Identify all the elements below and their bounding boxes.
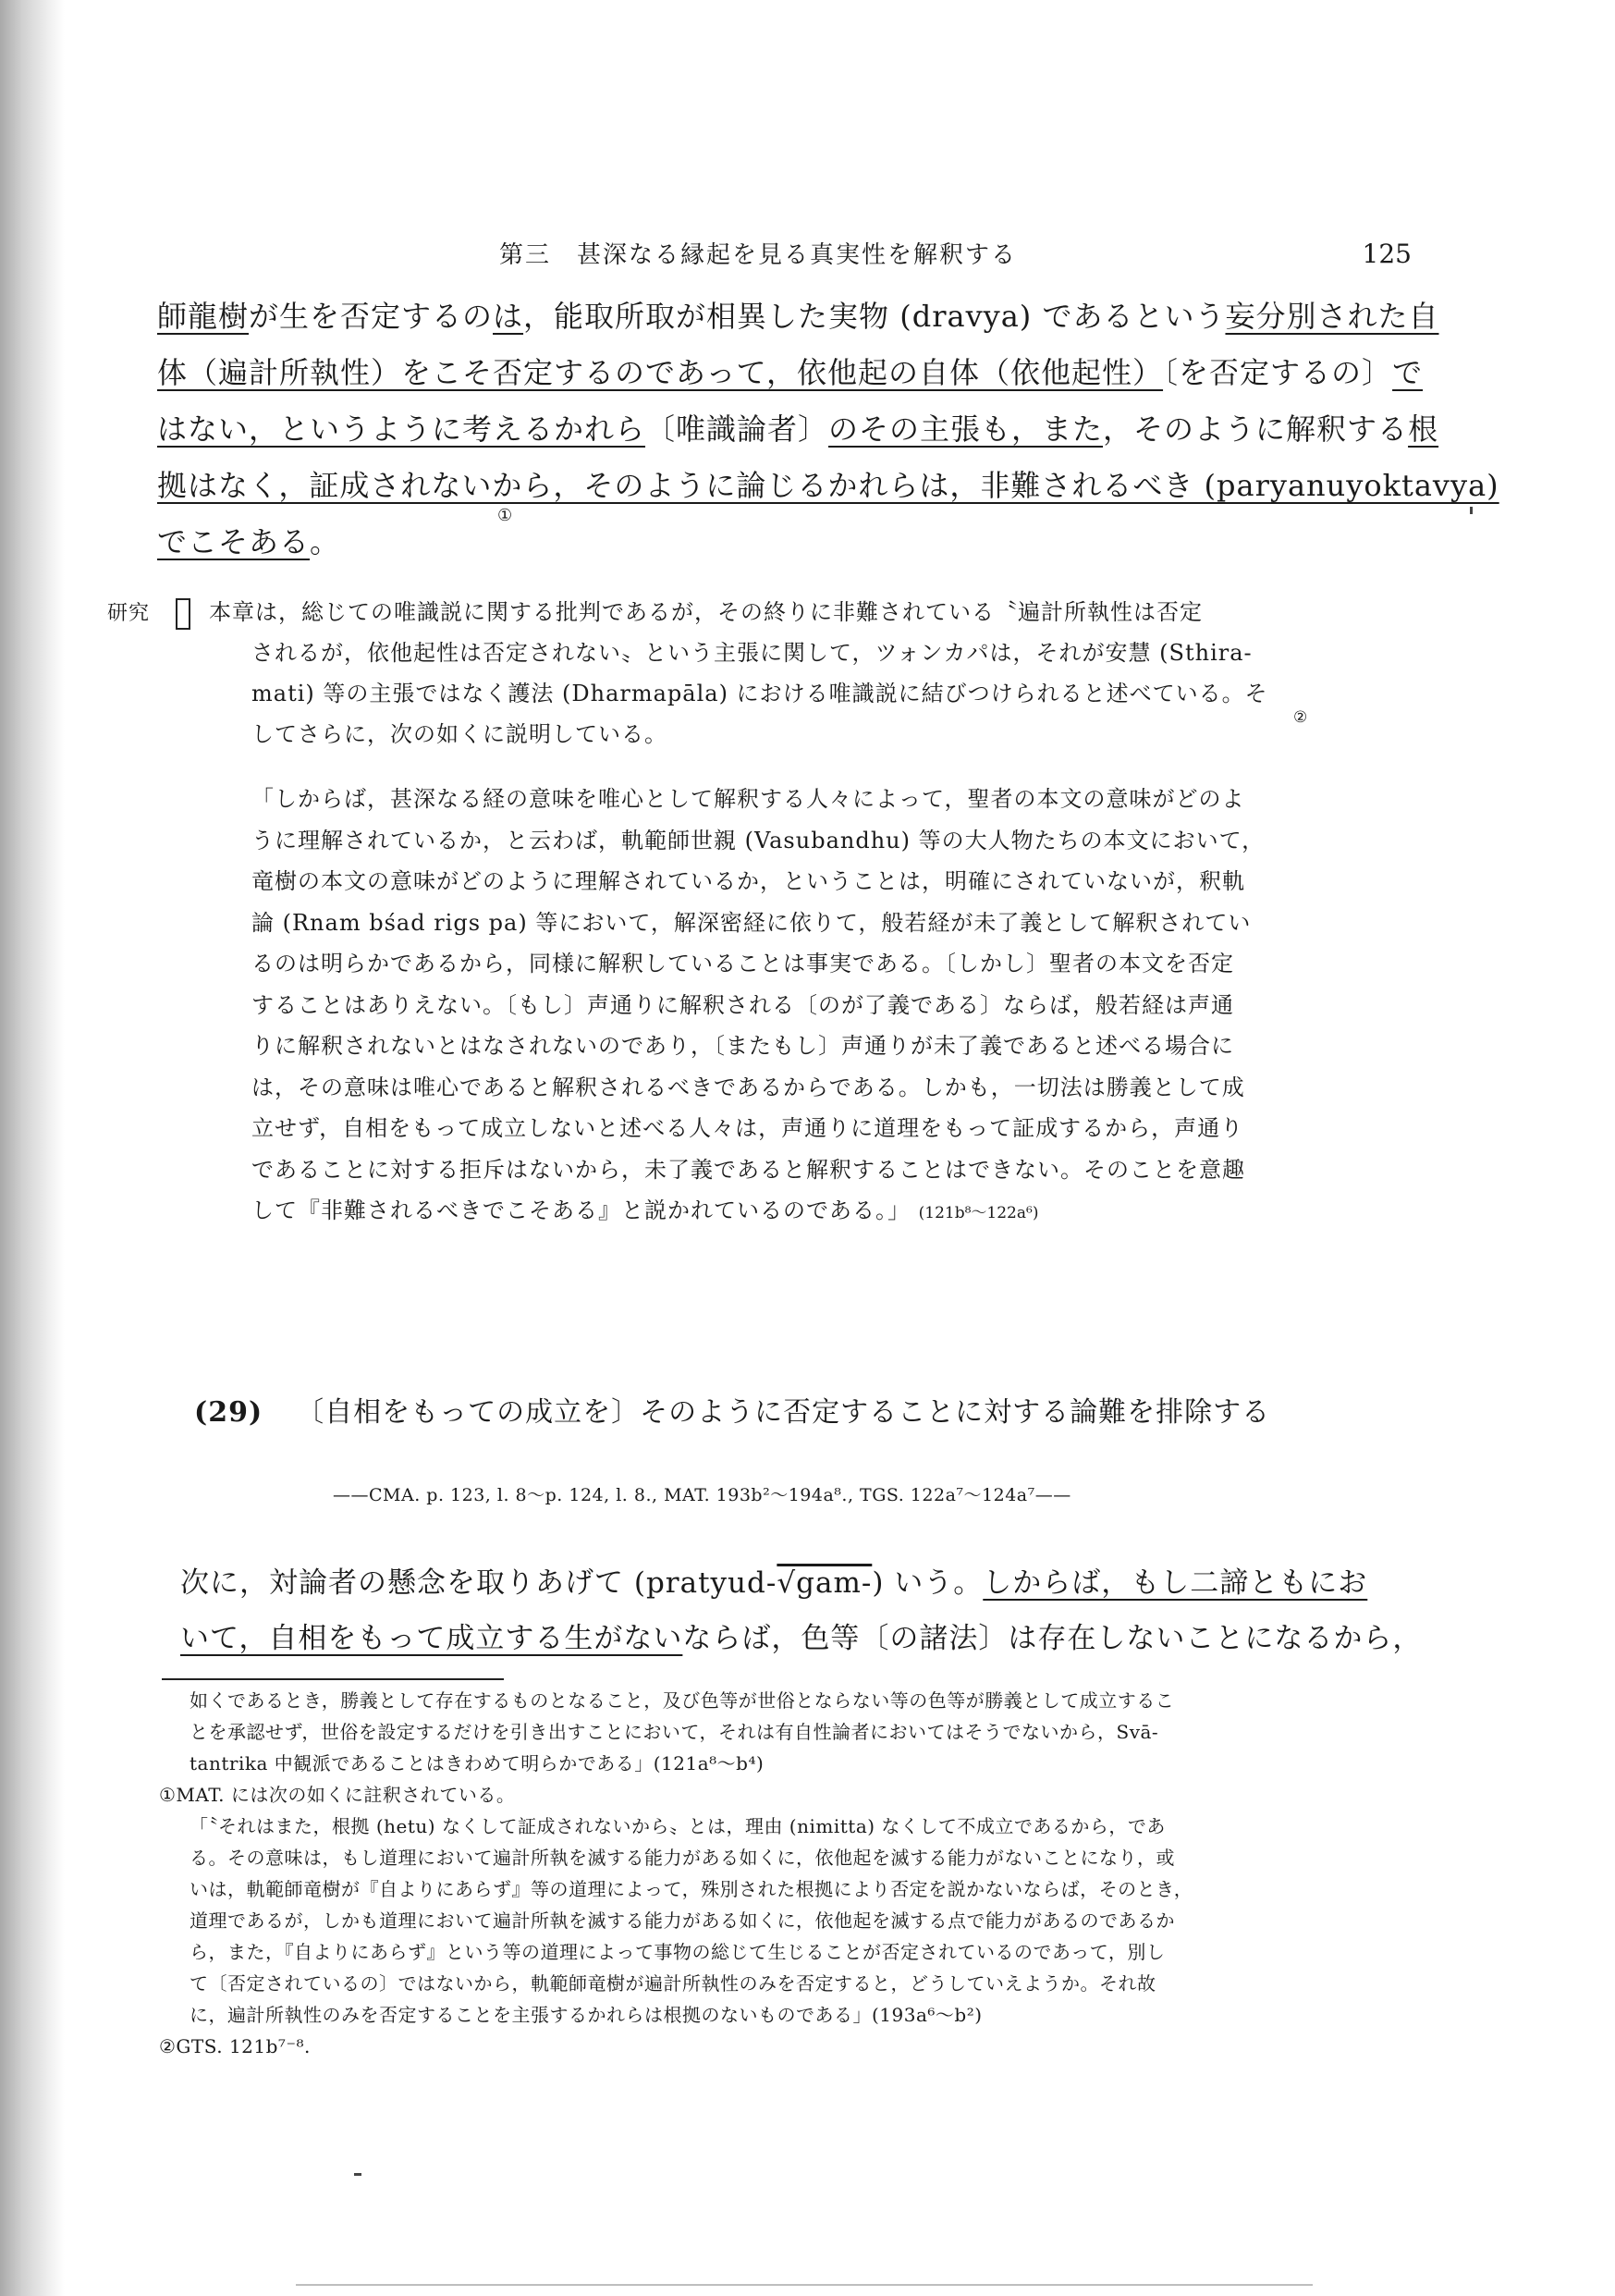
footnotes xyxy=(159,1685,1379,2062)
quote-line: 竜樹の本文の意味がどのように理解されているか，ということは，明確にされていないが，釈軌 xyxy=(251,868,1245,894)
section-title: 〔自相をもっての成立を〕そのように否定することに対する論難を排除する xyxy=(296,1396,1271,1429)
running-header xyxy=(499,236,1412,270)
footnote-line: とを承認せず，世俗を設定するだけを引き出すことにおいて，それは有自性論者においてはそうでないから，Svā- xyxy=(190,1721,1159,1743)
footnote-ref-1: ① xyxy=(497,506,513,525)
footnote-line: 如くであるとき，勝義として存在するものとなること，及び色等が世俗とならない等の色等が勝義として成立するこ xyxy=(190,1689,1175,1712)
footnote-line: て〔否定されているの〕ではないから，軌範師竜樹が遍計所執性のみを否定すると，どうしていえようか。それ故 xyxy=(190,1972,1156,1995)
footnote-line: ら，また，『自よりにあらず』という等の道理によって事物の総じて生じることが否定されているのであって，別し xyxy=(190,1941,1166,1963)
footnote-rule xyxy=(162,1678,504,1680)
text-run: ならば，色等〔の諸法〕は存在しないことになるから， xyxy=(682,1622,1423,1655)
text-run: 。 xyxy=(310,524,341,559)
quote-line: は，その意味は唯心であると解釈されるべきであるからである。しかも，一切法は勝義として成 xyxy=(251,1074,1245,1100)
underlined-text: でこそある xyxy=(157,524,311,559)
body-line-2 xyxy=(180,1611,1423,1666)
footnote-line: 「〝それはまた，根拠 (hetu) なくして証成されないから〟とは，理由 (nimitta) なくして不成立であるから，であ xyxy=(190,1815,1166,1837)
footnote-line: 道理であるが，しかも道理において遍計所執を滅する能力がある如くに，依他起を滅する点で能力があるのであるか xyxy=(190,1909,1175,1932)
underlined-text: はない，というように考えるかれら xyxy=(157,411,646,447)
underlined-text: 拠はなく，証成されないから，そのように論じるかれらは，非難されるべき (paryanuyoktavya) xyxy=(157,468,1499,503)
text-run: 〔唯識論者〕 xyxy=(645,411,829,447)
footnote-line: いは，軌範師竜樹が『自よりにあらず』等の道理によって，殊別された根拠により否定を説かないならば，そのとき， xyxy=(190,1878,1193,1900)
underlined-text: は xyxy=(493,299,524,334)
text-run: 〔を否定するの〕 xyxy=(1163,355,1393,390)
text-run: ) いう。 xyxy=(872,1566,984,1600)
research-tag: 研究 xyxy=(176,598,190,630)
research-line: 本章は，総じての唯識説に関する批判であるが，その終りに非難されている〝遍計所執性は否定 xyxy=(209,599,1203,625)
section-heading xyxy=(194,1389,1270,1430)
root-sign-text: √gam- xyxy=(777,1566,873,1600)
research-line: されるが，依他起性は否定されない〟という主張に関して，ツォンカパは，それが安慧 (Sthira- xyxy=(251,640,1253,666)
quote-line: うに理解されているか，と云わば，軌範師世親 (Vasubandhu) 等の大人物たちの本文において， xyxy=(251,827,1266,853)
quote-line: 論 (Rnam bśad rigs pa) 等において，解深密経に依りて，般若経が未了義として解釈されてい xyxy=(251,909,1252,936)
main-text xyxy=(157,289,1499,571)
underlined-text: のその主張も，また xyxy=(828,411,1104,447)
underlined-text: 師龍樹 xyxy=(157,299,250,334)
research-paragraph xyxy=(107,592,1368,755)
footnote-line: る。その意味は，もし道理において遍計所執を滅する能力がある如くに，依他起を滅する能力がないことになり，或 xyxy=(190,1847,1175,1869)
scan-speck xyxy=(1470,507,1473,514)
footnote-line: tantrika 中観派であることはきわめて明らかである」(121a⁸～b⁴) xyxy=(190,1752,765,1774)
quote-last-line xyxy=(251,1190,1375,1234)
research-line: mati) 等の主張ではなく護法 (Dharmapāla) における唯識説に結びつけられると述べている。そ xyxy=(251,681,1268,706)
underlined-text: 体（遍計所執性）をこそ否定するのであって，依他起の自体（依他起性） xyxy=(157,355,1164,390)
underlined-text: で xyxy=(1392,355,1424,390)
main-line-5 xyxy=(157,514,1368,571)
scan-shadow-edge xyxy=(0,0,65,2296)
section-sources: ——CMA. p. 123, l. 8～p. 124, l. 8., MAT. 193b²～194a⁸., TGS. 122a⁷～124a⁷—— xyxy=(333,1485,1071,1505)
quote-line: 立せず，自相をもって成立しないと述べる人々は，声通りに道理をもって証成するから，声通り xyxy=(251,1115,1244,1141)
underlined-text: 根 xyxy=(1408,411,1439,447)
scan-speck xyxy=(354,2173,361,2176)
quote-line: することはありえない。〔もし〕声通りに解釈される〔のが了義である〕ならば，般若経は声通 xyxy=(251,991,1234,1018)
main-line-1 xyxy=(157,289,1439,345)
main-line-2 xyxy=(157,345,1424,401)
underlined-text: 妄分別された自 xyxy=(1225,299,1439,334)
quote-line: であることに対する拒斥はないから，未了義であると解釈することはできない。そのことを意趣 xyxy=(251,1156,1245,1183)
text-run: 次に，対論者の懸念を取りあげて (pratyud- xyxy=(180,1566,777,1600)
footnote-ref-2: ② xyxy=(1293,708,1308,727)
scan-bottom-edge xyxy=(296,2284,1313,2286)
quotation-block xyxy=(251,779,1375,1234)
quote-citation: (121b⁸～122a⁶) xyxy=(918,1204,1039,1222)
research-line: してさらに，次の如くに説明している。 xyxy=(251,721,667,747)
underlined-text: しからば，もし二諦ともにお xyxy=(983,1566,1368,1600)
text-run: ，そのように解釈する xyxy=(1103,411,1409,447)
text-run: ，能取所取が相異した実物 (dravya) であるという xyxy=(523,299,1226,334)
main-line-3 xyxy=(157,401,1439,458)
quote-line: るのは明らかであるから，同様に解釈していることは事実である。〔しかし〕聖者の本文を否定 xyxy=(251,951,1234,976)
section-number: (29) xyxy=(194,1396,263,1429)
footnote-1-head: ①MAT. には次の如くに註釈されている。 xyxy=(159,1784,516,1806)
footnote-2: ②GTS. 121b⁷⁻⁸. xyxy=(159,2035,311,2057)
chapter-title: 第三 甚深なる縁起を見る真実性を解釈する xyxy=(499,241,1018,269)
footnote-line: に，遍計所執性のみを否定することを主張するかれらは根拠のないものである」(193a⁶～b²) xyxy=(190,2004,983,2026)
quote-line: りに解釈されないとはなされないのであり，〔またもし〕声通りが未了義であると述べる場合に xyxy=(251,1033,1234,1059)
page-number: 125 xyxy=(1362,239,1412,269)
main-line-4 xyxy=(157,458,1499,514)
body-line-1 xyxy=(180,1555,1373,1611)
text-run: が生を否定するの xyxy=(249,299,494,334)
quote-line: 「しからば，甚深なる経の意味を唯心として解釈する人々によって，聖者の本文の意味がどのよ xyxy=(251,786,1245,812)
underlined-text: いて，自相をもって成立する生がない xyxy=(180,1622,683,1655)
research-section xyxy=(107,592,1368,755)
body-text xyxy=(180,1555,1423,1666)
quote-line: して『非難されるべきでこそある』と説かれているのである。」 xyxy=(251,1197,911,1223)
